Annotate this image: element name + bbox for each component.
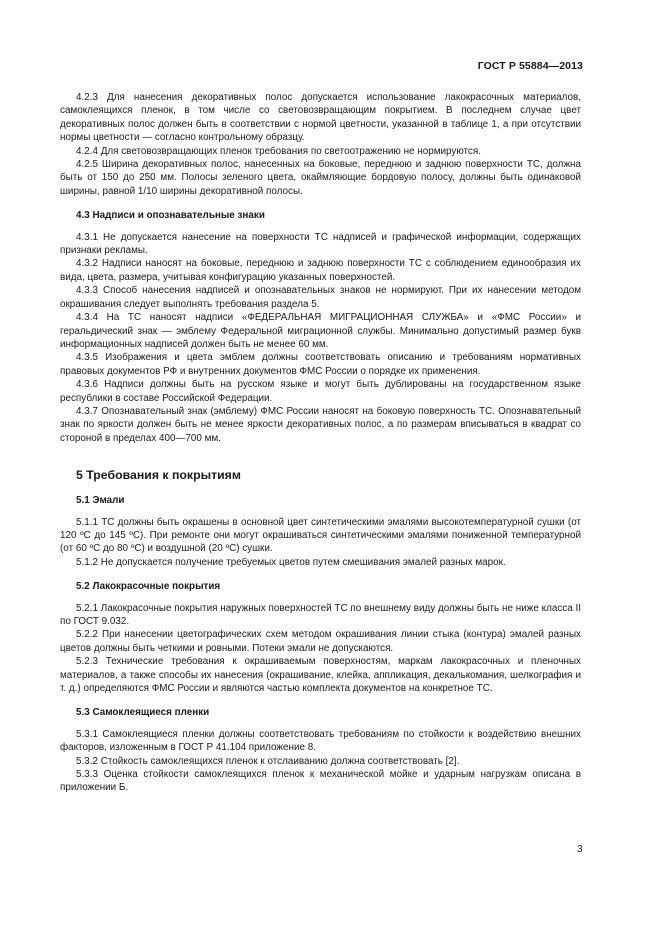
subsection-heading: 5.1 Эмали bbox=[76, 495, 125, 507]
spacer bbox=[60, 720, 581, 728]
clause-paragraph: 4.3.1 Не допускается нанесение на поверхности ТС надписей и графической информации, содержащих признаки рекламы. bbox=[60, 231, 581, 257]
spacer bbox=[60, 198, 581, 209]
subsection-heading: 5.2 Лакокрасочные покрытия bbox=[76, 581, 221, 593]
document-body bbox=[60, 91, 581, 795]
clause-paragraph: 4.3.2 Надписи наносят на боковые, переднюю и заднюю поверхности ТС с соблюдением единообразия их вида, цвета, размера, учитывая конфигурацию указанных поверхностей. bbox=[60, 258, 581, 283]
clause-paragraph: 5.1.2 Не допускается получение требуемых цветов путем смешивания эмалей разных марок. bbox=[76, 556, 506, 568]
clause-paragraph: 4.3.3 Способ нанесения надписей и опознавательных знаков не нормируют. При их нанесении методом окрашивания следует выполнять требования раздела 5. bbox=[60, 285, 581, 310]
spacer bbox=[60, 695, 581, 706]
subsection-heading: 5.3 Самоклеящиеся пленки bbox=[76, 707, 210, 719]
clause-paragraph: 5.3.1 Самоклеящиеся пленки должны соответствовать требованиям по стойкости к воздействию внешних факторов, изложенным в ГОСТ Р 41.104 приложение 8. bbox=[60, 728, 581, 754]
clause-paragraph: 5.3.2 Стойкость самоклеящихся пленок к отслаиванию должна соответствовать [2]. bbox=[76, 755, 460, 767]
clause-paragraph: 4.2.4 Для световозвращающих пленок требования по светоотражению не нормируются. bbox=[76, 145, 481, 157]
clause-paragraph: 4.3.7 Опознавательный знак (эмблему) ФМС России наносят на боковую поверхность ТС. Опознавательный знак по яркости должен быть не менее яркости декоративных полос, а по размерам вписываться в квадрат со стороной в пределах 400—700 мм. bbox=[60, 405, 581, 444]
spacer bbox=[60, 223, 581, 231]
spacer bbox=[60, 508, 581, 516]
clause-paragraph: 4.3.5 Изображения и цвета эмблем должны соответствовать описанию и требованиям нормативных правовых документов РФ и внутренних документов ФМС России о порядке их применения. bbox=[60, 352, 581, 377]
clause-paragraph: 4.2.3 Для нанесения декоративных полос допускается использование лакокрасочных материалов, самоклеящихся пленок, в том числе со световозвращающим покрытием. В последнем случае цвет декоративных полос должен быть в соответствии с нормой цветности, указанной в таблице 1, а при отсутствии нормы цветности — согласно контрольному образцу. bbox=[60, 92, 581, 144]
clause-paragraph: 4.3.4 На ТС наносят надписи «ФЕДЕРАЛЬНАЯ МИГРАЦИОННАЯ СЛУЖБА» и «ФМС России» и геральдический знак — эмблему Федеральной миграционной службы. Минимально допустимый размер букв информационных надписей должен быть не менее 60 мм. bbox=[60, 312, 581, 350]
clause-paragraph: 5.2.3 Технические требования к окрашиваемым поверхностям, маркам лакокрасочных и пленочных материалов, а также способы их нанесения (окрашивание, клейка, аппликация, декалькомания, шелкография и т. д.) определяются ФМС России и являются частью комплекта документов на конкретное ТС. bbox=[60, 656, 581, 695]
clause-paragraph: 4.2.5 Ширина декоративных полос, нанесенных на боковые, переднюю и заднюю поверхности ТС, должна быть от 150 до 250 мм. Полосы зеленого цвета, окаймляющие бордовую полосу, должны быть одинаковой ширины, равной 1/10 ширины декоративной полосы. bbox=[60, 159, 581, 197]
clause-paragraph: 5.2.1 Лакокрасочные покрытия наружных поверхностей ТС по внешнему виду должны быть не ниже класса II по ГОСТ 9.032. bbox=[60, 602, 581, 627]
spacer bbox=[60, 483, 581, 494]
spacer bbox=[60, 594, 581, 602]
clause-paragraph: 4.3.6 Надписи должны быть на русском языке и могут быть дублированы на государственном языке республики в составе Российской Федерации. bbox=[60, 379, 581, 404]
spacer bbox=[60, 445, 581, 467]
page-number: 3 bbox=[577, 844, 583, 855]
clause-paragraph: 5.1.1 ТС должны быть окрашены в основной цвет синтетическими эмалями высокотемпературной сушки (от 120 ºС до 145 ºС). При ремонте они могут окрашиваться синтетическими эмалями пониженной температурной (от 60 ºС до 80 ºС) и воздушной (20 ºС) сушки. bbox=[60, 516, 581, 555]
spacer bbox=[60, 569, 581, 580]
clause-paragraph: 5.3.3 Оценка стойкости самоклеящихся пленок к механической мойке и ударным нагрузкам описана в приложении Б. bbox=[60, 769, 581, 794]
section-heading: 5 Требования к покрытиям bbox=[76, 468, 241, 483]
clause-paragraph: 5.2.2 При нанесении цветографических схем методом окрашивания линии стыка (контура) эмалей разных цветов должны быть четкими и ровными. Потеки эмали не допускаются. bbox=[60, 629, 581, 654]
document-designation: ГОСТ Р 55884—2013 bbox=[477, 60, 583, 72]
subsection-heading: 4.3 Надписи и опознавательные знаки bbox=[76, 210, 265, 222]
